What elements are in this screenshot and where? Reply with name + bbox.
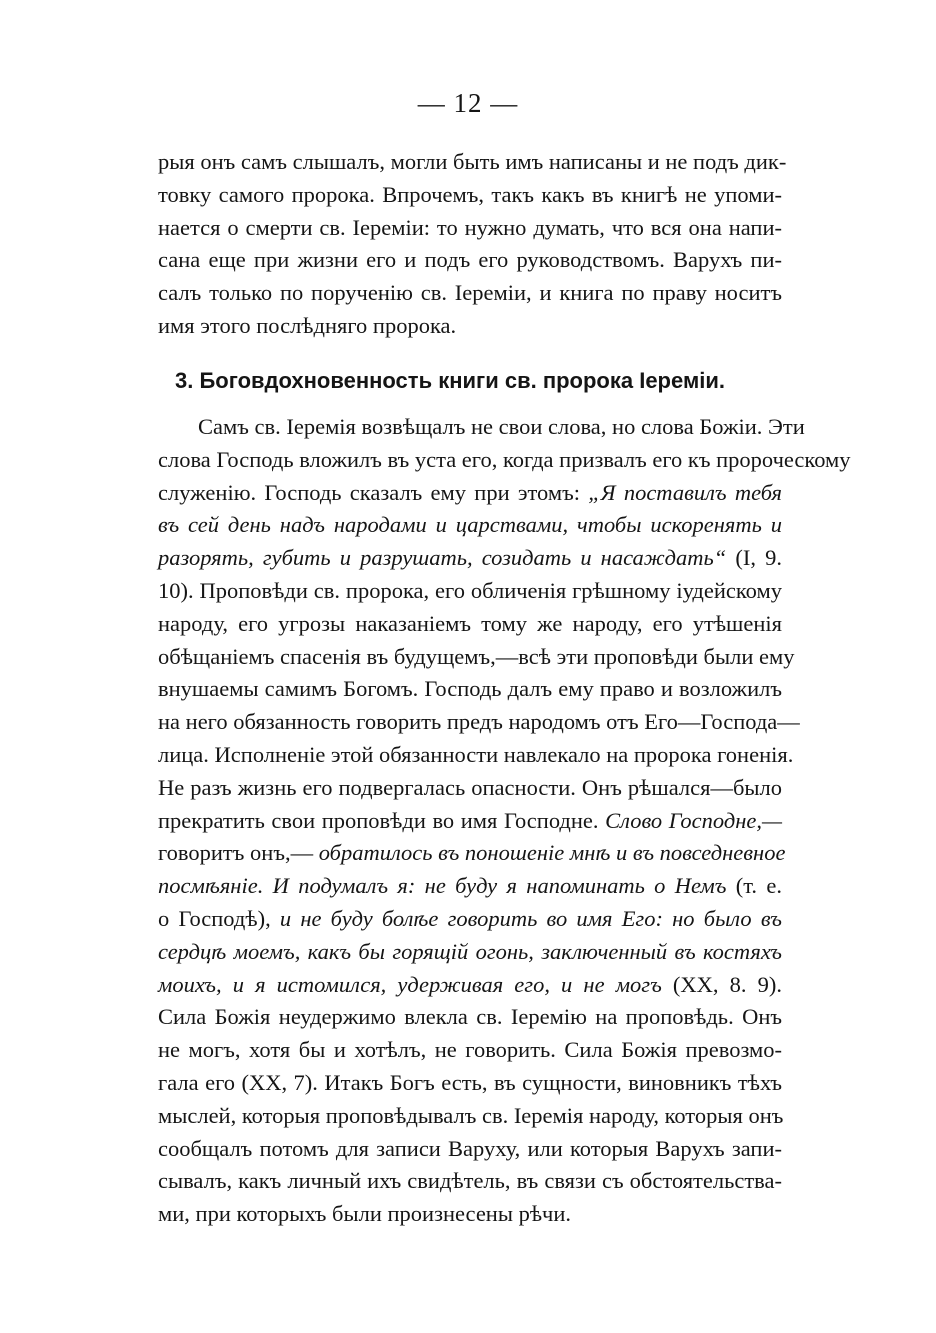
quote-span: моихъ, и я истомился, удерживая его, и не могъ <box>158 971 662 997</box>
text-line: не могъ, хотя бы и хотѣлъ, не говорить. Сила Божія превозмо- <box>158 1037 782 1063</box>
text-line: Не разъ жизнь его подвергалась опасности. Онъ рѣшался—было <box>158 774 782 800</box>
text-line: 10). Проповѣди св. пророка, его обличенія грѣшному іудейскому <box>158 577 782 603</box>
quote-span: посмѣяніе. И подумалъ я: не буду я напоминать о Немъ <box>158 873 727 899</box>
quote-span: въ сей день надъ народами и царствами, чтобы искоренять и <box>158 512 782 538</box>
text-line: мыслей, которыя проповѣдывалъ св. Іеремія народу, которыя онъ <box>158 1102 784 1128</box>
paragraph-1 <box>158 146 787 343</box>
text-line: салъ только по порученію св. Іереміи, и книга по праву носитъ <box>158 280 782 306</box>
quote-span: сердцѣ моемъ, какъ бы горящій огонь, заключенный въ костяхъ <box>158 938 782 964</box>
text-line: ми, при которыхъ были произнесены рѣчи. <box>158 1201 572 1227</box>
quote-span: „Я поставилъ тебя <box>588 479 782 505</box>
text-line <box>158 509 782 542</box>
text-line: лица. Исполненіе этой обязанности навлекало на пророка гоненія. <box>158 741 794 767</box>
text-line: рыя онъ самъ слышалъ, могли быть имъ написаны и не подъ дик- <box>158 149 787 174</box>
text-line <box>158 477 782 510</box>
text-line: слова Господь вложилъ въ уста его, когда призвалъ его къ пророческому <box>158 446 851 472</box>
text-line: народу, его угрозы наказаніемъ тому же народу, его утѣшенія <box>158 610 782 636</box>
text-line <box>158 936 782 969</box>
text-line: внушаемы самимъ Богомъ. Господь далъ ему право и возложилъ <box>158 676 782 702</box>
text-line: сообщалъ потомъ для записи Варуху, или которыя Варухъ запи- <box>158 1135 782 1161</box>
page-number: — 12 — <box>417 88 519 118</box>
text-line <box>158 542 782 575</box>
quote-span: обратилось въ поношеніе мнѣ и въ повседневное <box>318 840 786 866</box>
text-line: имя этого послѣдняго пророка. <box>158 312 457 338</box>
text-line: на него обязанность говорить предъ народомъ отъ Его—Господа— <box>158 709 800 735</box>
text-line <box>158 969 782 1002</box>
section-heading: 3. Боговдохновенность книги св. пророка Іереміи. <box>175 368 725 393</box>
text-line: гала его (XX, 7). Итакъ Богъ есть, въ сущности, виновникъ тѣхъ <box>158 1069 782 1095</box>
quote-span: разорять, губить и разрушать, созидать и насаждать“ <box>158 545 727 571</box>
text-line: обѣщаніемъ спасенія въ будущемъ,—всѣ эти проповѣди были ему <box>158 643 795 669</box>
text-line <box>158 903 782 936</box>
reference-span: (I, 9. <box>726 545 782 571</box>
quote-span: Слово Господне,— <box>605 807 782 833</box>
text-line: Самъ св. Іеремія возвѣщалъ не свои слова, но слова Божіи. Эти <box>198 414 805 439</box>
text-span: служенію. Господь сказалъ ему при этомъ: <box>158 479 589 505</box>
text-span: говоритъ онъ,— <box>158 840 319 866</box>
reference-span: (XX, 8. 9). <box>661 971 782 997</box>
text-line <box>158 837 786 870</box>
text-line: нается о смерти св. Іереміи: то нужно думать, что вся она напи- <box>158 214 782 240</box>
reference-span: (т. е. <box>726 873 782 899</box>
text-span: прекратить свои проповѣди во имя Господне. <box>158 807 606 833</box>
quote-span: и не буду болѣе говорить во имя Его: но было въ <box>279 905 782 931</box>
text-line: Сила Божія неудержимо влекла св. Іеремію на проповѣдь. Онъ <box>158 1004 782 1030</box>
text-line <box>158 870 782 903</box>
text-line: сывалъ, какъ личный ихъ свидѣтель, въ связи съ обстоятельства- <box>158 1168 782 1194</box>
text-line: сана еще при жизни его и подъ его руководствомъ. Варухъ пи- <box>158 247 782 273</box>
text-line <box>158 805 782 838</box>
paragraph-2 <box>158 411 851 1231</box>
text-span: о Господѣ), <box>158 905 280 931</box>
text-line: товку самого пророка. Впрочемъ, такъ какъ въ книгѣ не упоми- <box>158 181 782 207</box>
